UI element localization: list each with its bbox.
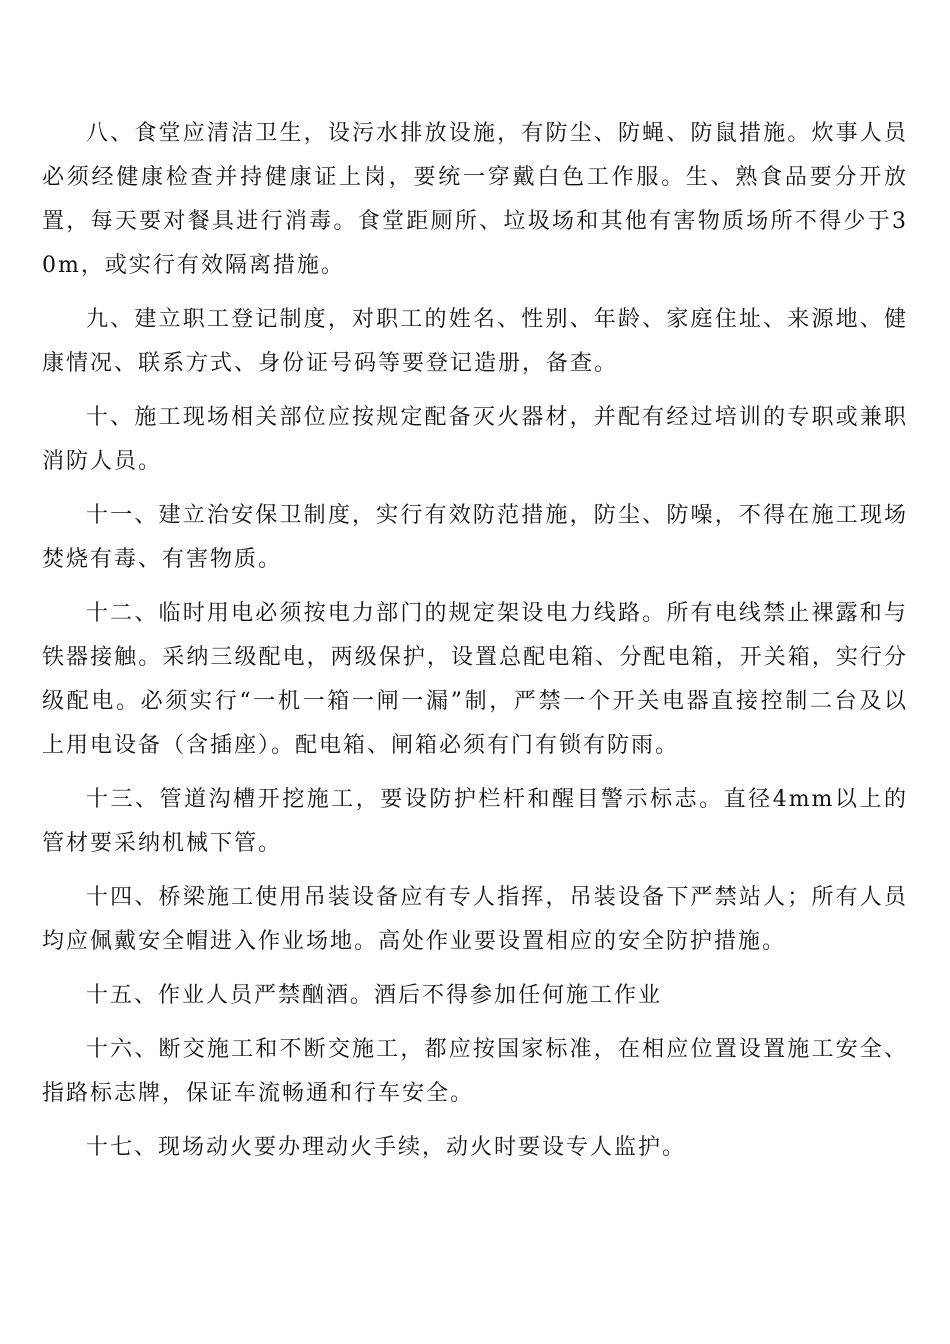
paragraph-11: 十一、建立治安保卫制度，实行有效防范措施，防尘、防噪，不得在施工现场焚烧有毒、有害物质。 (42, 503, 908, 572)
paragraph-10: 十、施工现场相关部位应按规定配备灭火器材，并配有经过培训的专职或兼职消防人员。 (42, 405, 908, 474)
paragraph-14: 十四、桥梁施工使用吊装设备应有专人指挥，吊装设备下严禁站人；所有人员均应佩戴安全帽进入作业场地。高处作业要设置相应的安全防护措施。 (42, 885, 908, 954)
paragraph-13: 十三、管道沟槽开挖施工，要设防护栏杆和醒目警示标志。直径4mm以上的管材要采纳机械下管。 (42, 787, 908, 856)
paragraph-17: 十七、现场动火要办理动火手续，动火时要设专人监护。 (86, 1135, 687, 1160)
paragraph-12: 十二、临时用电必须按电力部门的规定架设电力线路。所有电线禁止裸露和与铁器接触。采纳三级配电，两级保护，设置总配电箱、分配电箱，开关箱，实行分级配电。必须实行“一机一箱一闸一漏”制，严禁一个开关电器直接控制二台及以上用电设备（含插座）。配电箱、闸箱必须有门有锁有防雨。 (42, 601, 908, 758)
document-body (42, 112, 908, 1180)
paragraph-9: 九、建立职工登记制度，对职工的姓名、性别、年龄、家庭住址、来源地、健康情况、联系方式、身份证号码等要登记造册，备查。 (42, 307, 908, 376)
paragraph-16: 十六、断交施工和不断交施工，都应按国家标准，在相应位置设置施工安全、指路标志牌，保证车流畅通和行车安全。 (42, 1037, 908, 1106)
paragraph-15: 十五、作业人员严禁酗酒。酒后不得参加任何施工作业 (86, 983, 663, 1008)
paragraph-8: 八、食堂应清洁卫生，设污水排放设施，有防尘、防蝇、防鼠措施。炊事人员必须经健康检查并持健康证上岗，要统一穿戴白色工作服。生、熟食品要分开放置，每天要对餐具进行消毒。食堂距厕所、垃圾场和其他有害物质场所不得少于30m，或实行有效隔离措施。 (42, 121, 908, 278)
